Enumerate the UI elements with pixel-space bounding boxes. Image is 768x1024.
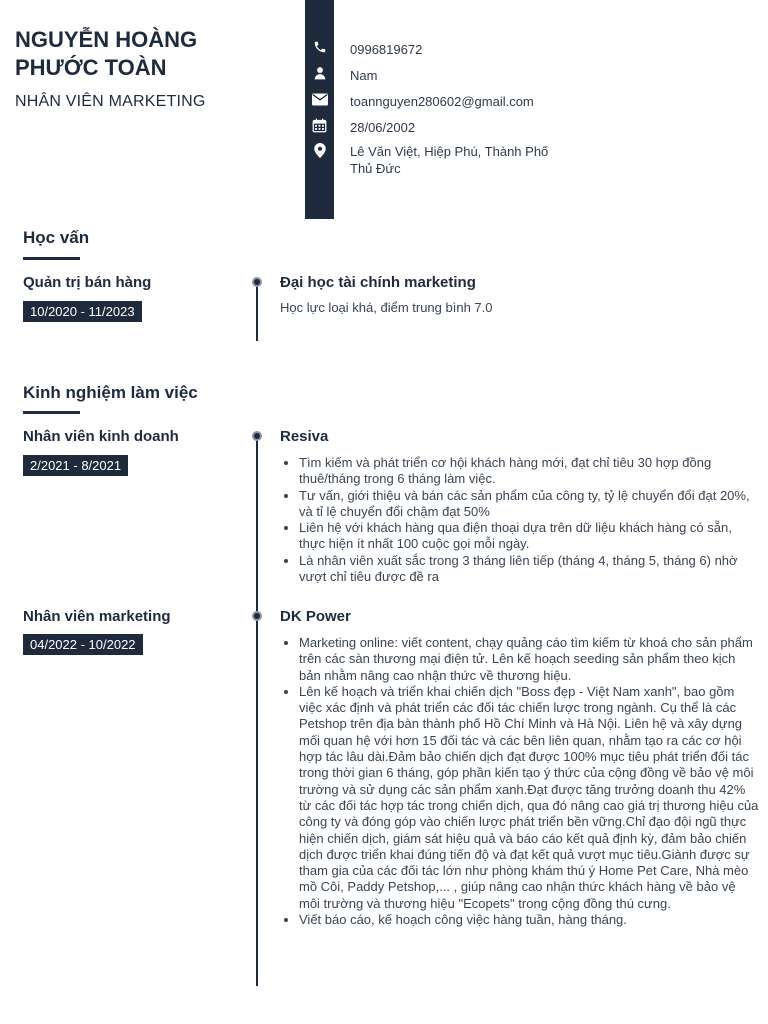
- phone-icon: [305, 38, 334, 56]
- experience-section-title: Kinh nghiệm làm việc: [23, 383, 198, 402]
- experience-position: Nhân viên kinh doanh: [23, 428, 179, 445]
- experience-bullet-list: [280, 455, 759, 585]
- list-item: • Liên hệ với khách hàng qua điện thoại dựa trên dữ liệu khách hàng có sẵn, thực hiện ít nhất 100 cuộc gọi mỗi ngày.: [299, 520, 759, 553]
- experience-position: Nhân viên marketing: [23, 608, 171, 625]
- experience-company: DK Power: [280, 608, 351, 625]
- experience-timeline-line: [256, 435, 258, 590]
- contact-address: [350, 143, 580, 177]
- education-school: Đại học tài chính marketing: [280, 274, 476, 291]
- experience-date-badge: 2/2021 - 8/2021: [23, 455, 128, 476]
- education-timeline-dot: [252, 277, 262, 287]
- education-section-rule: [23, 257, 80, 260]
- contact-address-line2: Thủ Đức: [350, 161, 401, 176]
- user-icon: [305, 64, 334, 82]
- candidate-name: [15, 26, 295, 82]
- contact-email: toannguyen280602@gmail.com: [350, 94, 534, 109]
- map-pin-icon: [305, 141, 334, 159]
- education-timeline-line: [256, 281, 258, 341]
- experience-timeline-line: [256, 590, 258, 986]
- contact-birthday: 28/06/2002: [350, 120, 416, 135]
- experience-bullet-list: [280, 635, 759, 928]
- contact-address-line1: Lê Văn Việt, Hiệp Phú, Thành Phố: [350, 144, 549, 159]
- experience-timeline-dot: [252, 611, 262, 621]
- list-item: • Tư vấn, giới thiệu và bán các sản phẩm của công ty, tỷ lệ chuyển đổi đạt 20%, và tỉ lệ chuyển đổi chậm đạt 50%: [299, 488, 759, 521]
- list-item: • Marketing online: viết content, chạy quảng cáo tìm kiếm từ khoá cho sản phẩm trên các sàn thương mại điện tử. Lên kế hoạch seeding sản phẩm theo kịch bản nhằm nâng cao nhận thức về thương hiệu.: [299, 635, 759, 684]
- contact-phone: 0996819672: [350, 42, 423, 57]
- envelope-icon: [305, 90, 334, 108]
- education-date-badge: 10/2020 - 11/2023: [23, 301, 142, 322]
- list-item: • Tìm kiếm và phát triển cơ hội khách hàng mới, đạt chỉ tiêu 30 hợp đồng thuê/tháng trong 6 tháng làm việc.: [299, 455, 759, 488]
- candidate-name-line2: PHƯỚC TOÀN: [15, 55, 167, 80]
- list-item: • Là nhân viên xuất sắc trong 3 tháng liên tiếp (tháng 4, tháng 5, tháng 6) nhờ vượt chỉ tiêu được đề ra: [299, 553, 759, 586]
- experience-timeline-dot: [252, 431, 262, 441]
- job-title: NHÂN VIÊN MARKETING: [15, 93, 206, 110]
- education-description: Học lực loại khá, điểm trung bình 7.0: [280, 300, 493, 315]
- experience-section-rule: [23, 411, 80, 414]
- education-section-title: Học vấn: [23, 228, 90, 247]
- experience-company: Resiva: [280, 428, 329, 445]
- list-item: • Lên kế hoạch và triển khai chiến dịch "Boss đẹp - Việt Nam xanh", bao gồm việc xác định và phát triển các đối tác chiến lược trong ngành. Cụ thể là các Petshop trên địa bàn thành phố Hồ Chí Minh và Hà Nội. Liên hệ và xây dựng mối quan hệ với hơn 15 đối tác và các bên liên quan, nhằm tạo ra các cơ hội hợp tác lâu dài.Đảm bảo chiến dịch đạt được 100% mục tiêu phát triển đối tác trong thời gian 6 tháng, góp phần kiến tạo ý thức của cộng đồng về bảo vệ môi trường và sử dụng các sản phẩm xanh.Đạt được tăng trưởng doanh thu 42% từ các đối tác hợp tác trong chiến dịch, qua đó nâng cao giá trị thương hiệu của công ty và đóng góp vào chiến lược phát triển bền vững.Chỉ đạo đội ngũ thực hiện chiến dịch, giám sát hiệu quả và báo cáo kết quả định kỳ, đảm bảo chiến dịch được triển khai đúng tiến độ và đạt kết quả vượt mục tiêu.Giành được sự tham gia của các đối tác lớn như phòng khám thú ý Home Pet Care, Nhà mèo mồ Côi, Paddy Petshop,... , giúp nâng cao nhận thức khách hàng về bảo vệ môi trường và thương hiệu "Ecopets" trong cộng đồng thú cưng.: [299, 684, 759, 912]
- contact-icon-bar: [305, 0, 334, 219]
- experience-date-badge: 04/2022 - 10/2022: [23, 634, 143, 655]
- contact-gender: Nam: [350, 68, 378, 83]
- candidate-name-line1: NGUYỄN HOÀNG: [15, 27, 198, 52]
- list-item: • Viết báo cáo, kế hoạch công việc hàng tuần, hàng tháng.: [299, 912, 759, 928]
- education-major: Quản trị bán hàng: [23, 274, 152, 291]
- calendar-icon: [305, 116, 334, 134]
